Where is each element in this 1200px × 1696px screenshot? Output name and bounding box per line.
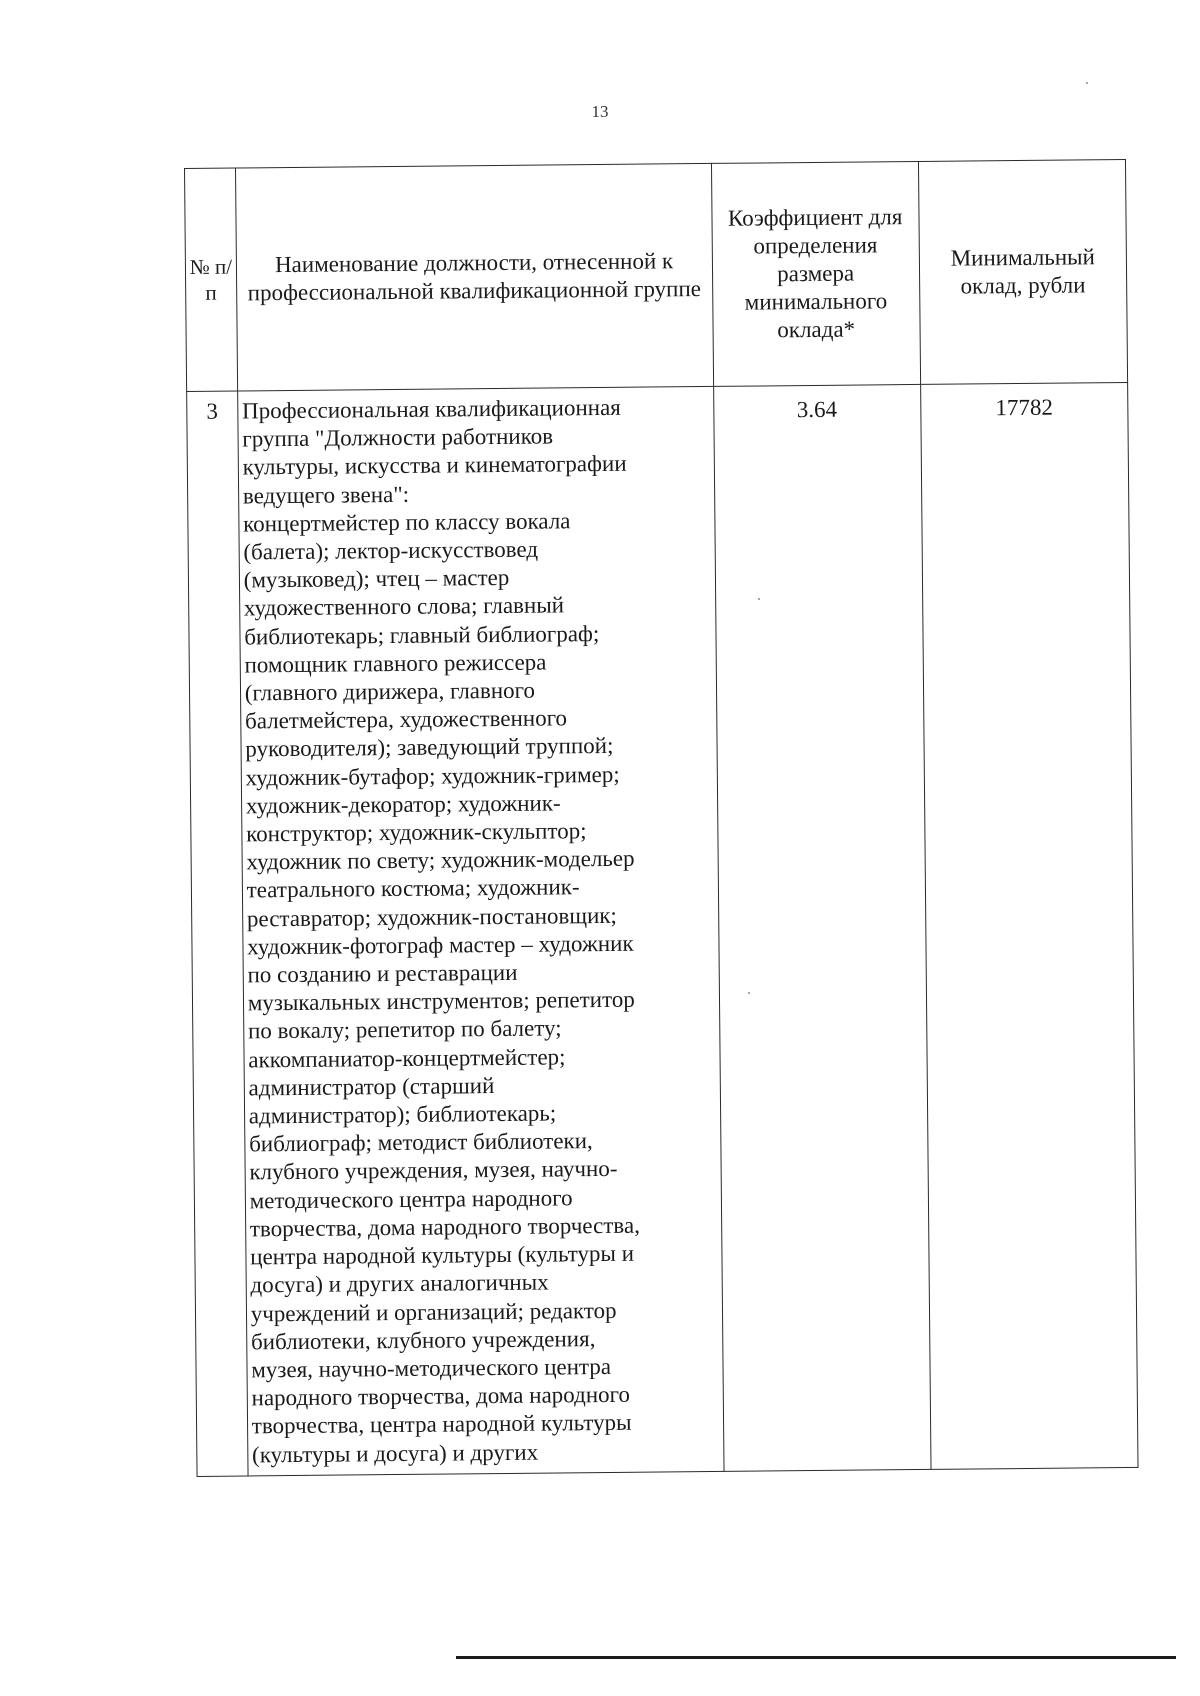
table-header-row	[185, 159, 1128, 391]
name-line: творчества, дома народного творчества,	[249, 1212, 641, 1242]
salary-table	[184, 159, 1139, 1477]
name-line: Профессиональная квалификационная	[241, 394, 621, 424]
name-line: конструктор; художник-скульптор;	[246, 818, 587, 847]
header-num: № п/п	[185, 168, 238, 391]
row-salary: 17782	[920, 382, 1138, 1469]
name-line: группа "Должности работников	[242, 423, 554, 452]
name-line: театрального костюма; художник-	[246, 874, 580, 903]
name-line: клубного учреждения, музея, научно-	[249, 1156, 618, 1185]
name-line: художник по свету; художник-модельер	[246, 845, 635, 875]
name-line: помощник главного режиссера	[244, 649, 547, 678]
name-line: (музыковед); чтец – мастер	[243, 565, 510, 593]
name-line: художник-декоратор; художник-	[245, 790, 561, 819]
name-line: музея, научно-методического центра	[251, 1353, 612, 1383]
name-line: творчества, центра народной культуры	[251, 1410, 632, 1439]
header-salary: Минимальный оклад, рубли	[918, 159, 1127, 384]
table-row	[187, 382, 1138, 1476]
name-line: (балета); лектор-искусствовед	[243, 536, 539, 565]
scan-speck	[1086, 82, 1088, 84]
row-position-names	[237, 386, 723, 1475]
scan-speck	[758, 598, 760, 600]
name-line: (главного дирижера, главного	[244, 677, 536, 706]
footer-rule	[456, 1656, 1176, 1659]
name-line: по вокалу; репетитор по балету;	[247, 1015, 562, 1044]
header-name: Наименование должности, отнесенной к профессиональной квалификационной группе	[235, 163, 713, 391]
name-line: культуры, искусства и кинематографии	[242, 451, 627, 480]
name-line: методического центра народного	[249, 1185, 573, 1214]
name-line: библиотеки, клубного учреждения,	[250, 1325, 596, 1355]
scan-speck	[748, 992, 750, 994]
name-line: художник-фотограф мастер – художник	[247, 930, 634, 960]
name-line: по созданию и реставрации	[247, 959, 518, 988]
name-line: концертмейстер по классу вокала	[243, 508, 571, 537]
name-line: центра народной культуры (культуры и	[250, 1240, 635, 1270]
name-line: реставратор; художник-постановщик;	[246, 902, 617, 932]
name-line: музыкальных инструментов; репетитор	[247, 986, 635, 1016]
name-line: художественного слова; главный	[243, 592, 565, 621]
name-line: администратор); библиотекарь;	[248, 1100, 557, 1129]
name-line: балетмейстера, художественного	[244, 705, 568, 734]
name-line: художник-бутафор; художник-гример;	[245, 761, 620, 791]
name-line: аккомпаниатор-концертмейстер;	[248, 1044, 566, 1073]
name-line: библиограф; методист библиотеки,	[249, 1128, 593, 1157]
name-line: администратор (старший	[248, 1072, 495, 1101]
name-line: учреждений и организаций; редактор	[250, 1297, 617, 1326]
name-line: библиотекарь; главный библиограф;	[244, 620, 600, 650]
row-num: 3	[187, 391, 248, 1476]
name-line: (культуры и досуга) и других	[251, 1439, 539, 1467]
header-coefficient: Коэффициент для определения размера минимального оклада*	[711, 161, 920, 386]
page-number: 13	[591, 102, 609, 121]
row-coefficient: 3.64	[713, 384, 931, 1471]
name-line: досуга) и других аналогичных	[250, 1269, 549, 1298]
name-line: ведущего звена":	[242, 481, 410, 509]
name-line: руководителя); заведующий труппой;	[245, 733, 614, 762]
name-line: народного творчества, дома народного	[251, 1381, 631, 1411]
